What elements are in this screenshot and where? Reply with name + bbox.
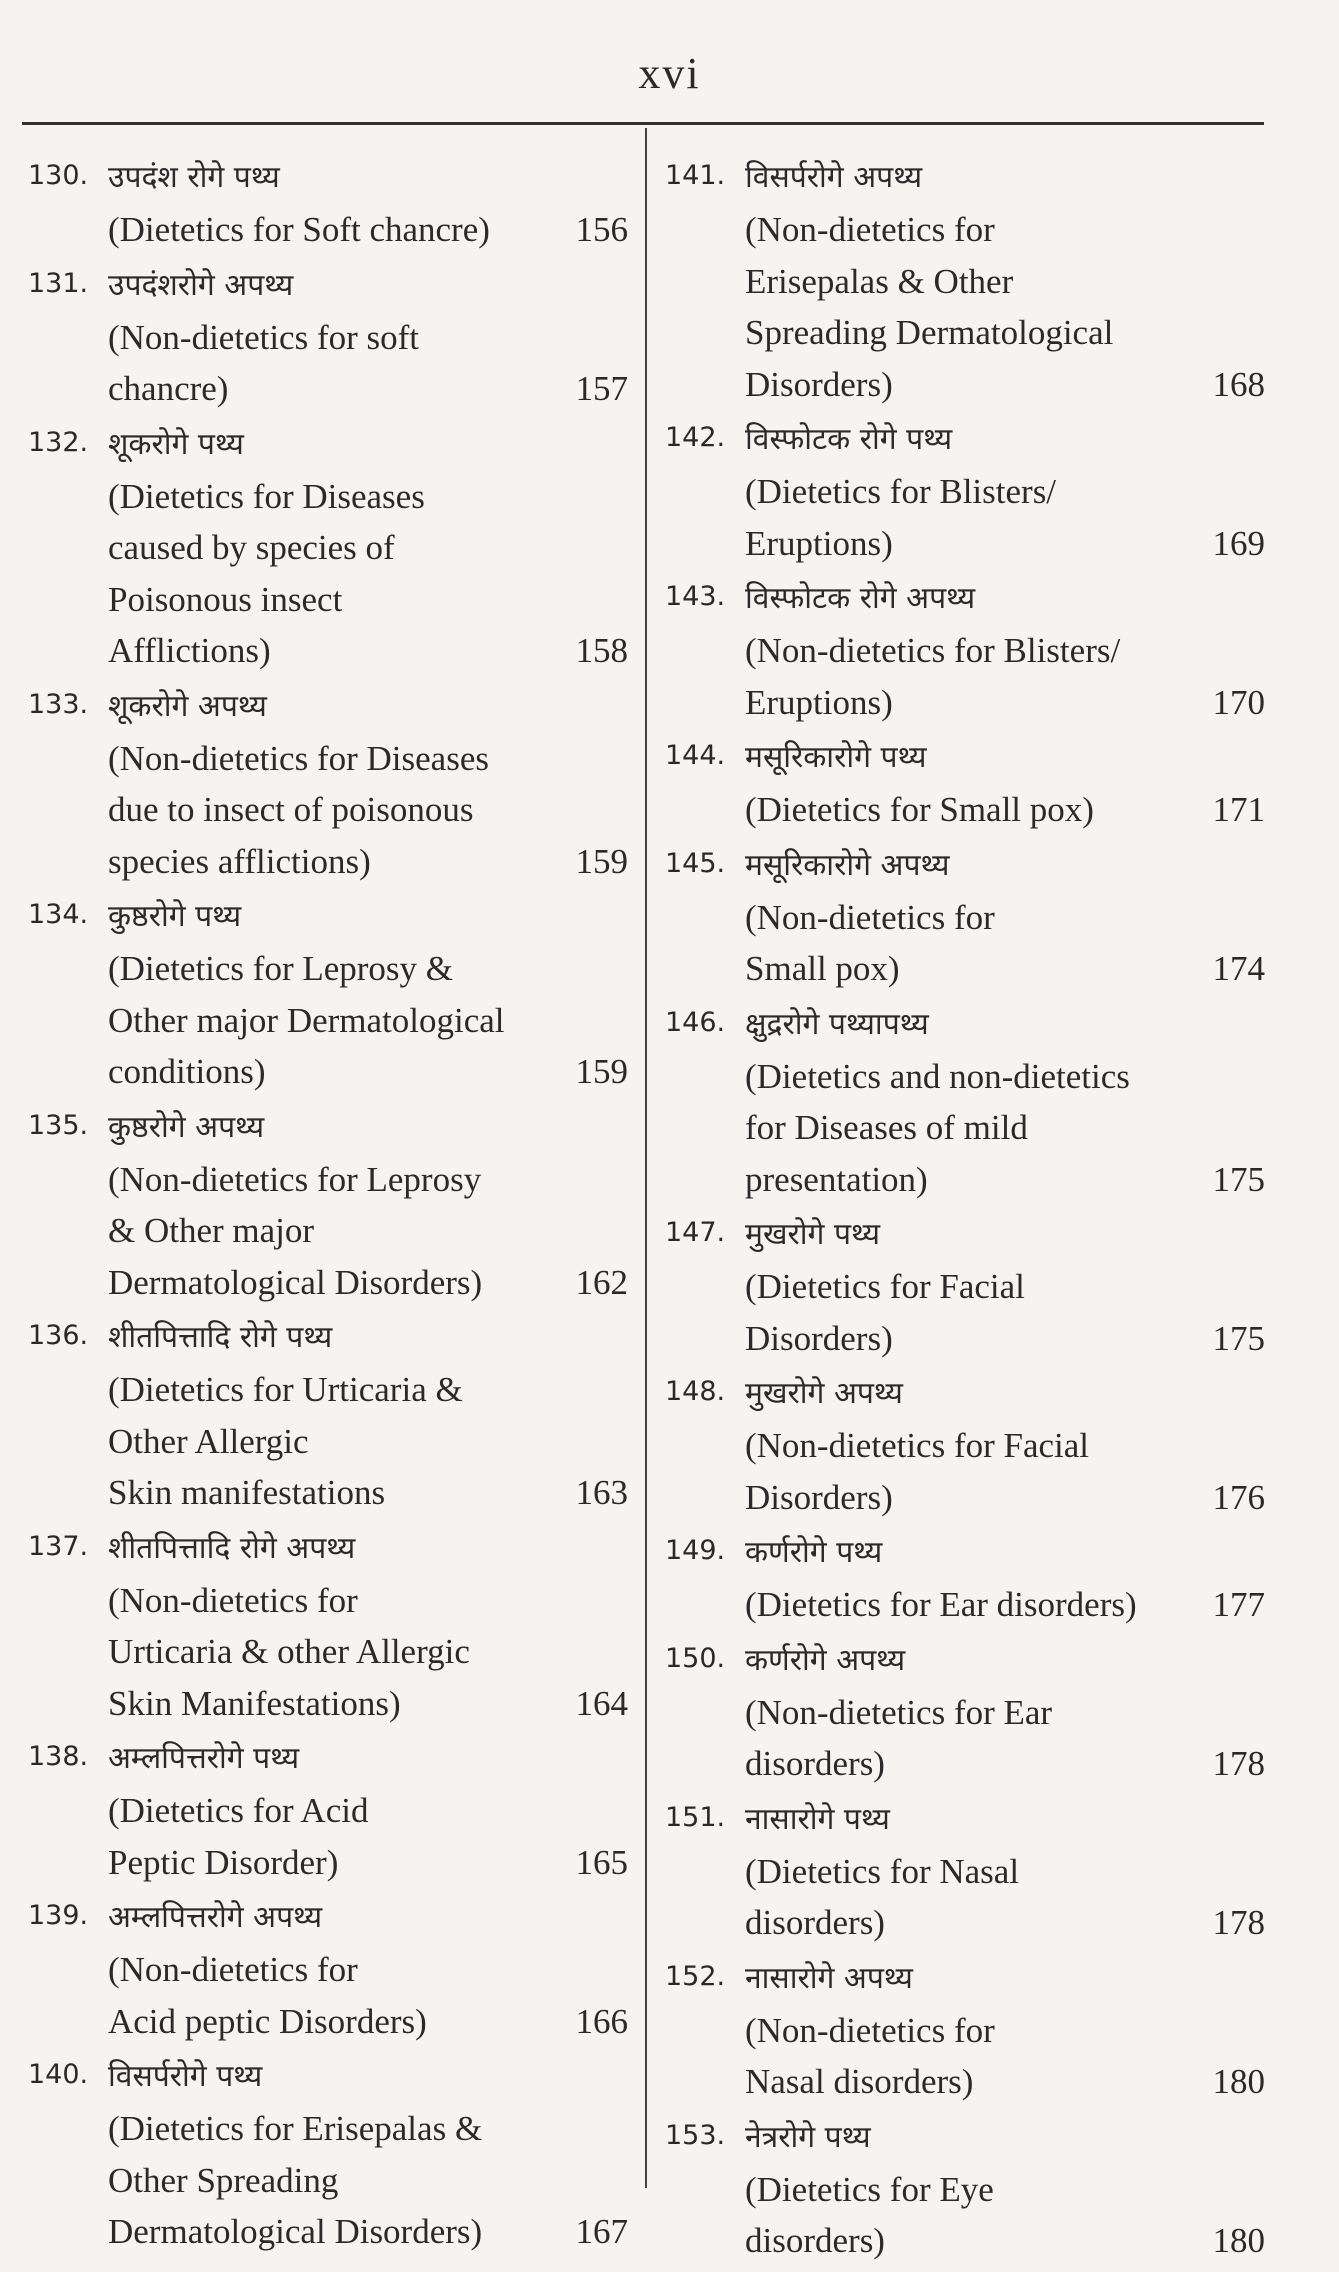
toc-entry [665,2112,1265,2267]
entry-page-number: 157 [575,369,628,408]
entry-english-line: Skin Manifestations) [108,1683,401,1723]
entry-number: 149. [665,1535,726,1566]
entry-english-line: conditions) [108,1052,266,1091]
entry-hindi-title: उपदंश रोगे पथ्य [108,160,280,195]
toc-entry [28,1102,628,1309]
entry-english-line: (Dietetics for Leprosy & [108,949,454,988]
entry-english-line: & Other major [108,1211,315,1250]
entry-number: 138. [28,1741,89,1772]
entry-hindi-title: कर्णरोगे अपथ्य [745,1642,906,1678]
entry-english-line: Urticaria & other Allergic [108,1632,470,1671]
entry-hindi-title: शीतपित्तादि रोगे अपथ्य [108,1530,356,1566]
entry-english-line: Poisonous insect [108,579,343,619]
entry-number: 150. [665,1642,726,1674]
entry-english-line: Acid peptic Disorders) [108,2001,427,2041]
entry-english-line: (Non-dietetics for [108,1580,358,1620]
entry-english-line: (Dietetics for Nasal [745,1851,1020,1891]
entry-number: 145. [665,847,726,879]
entry-english-line: (Dietetics for Eye [745,2169,994,2209]
toc-entry [665,1953,1265,2108]
entry-english-line: caused by species of [108,528,395,567]
entry-english-line: (Dietetics for Ear disorders) [745,1585,1137,1624]
entry-number: 135. [28,1109,89,1141]
page-number: xvi [638,49,701,98]
toc-entry [28,1312,628,1519]
entry-page-number: 171 [1212,790,1265,829]
entry-number: 137. [28,1530,89,1562]
entry-number: 132. [28,426,89,458]
entry-page-number: 180 [1212,2062,1265,2101]
entry-english-line: Afflictions) [108,631,271,670]
entry-number: 151. [665,1801,726,1833]
entry-hindi-title: अम्लपित्तरोगे पथ्य [108,1741,300,1776]
toc-entry [28,2051,628,2258]
right-column [665,152,1265,2271]
entry-number: 153. [665,2119,726,2151]
entry-page-number: 156 [575,210,628,249]
entry-hindi-title: नेत्ररोगे पथ्य [745,2119,871,2155]
entry-hindi-title: शूकरोगे अपथ्य [108,688,267,724]
toc-entry [665,1527,1265,1631]
entry-number: 146. [665,1006,726,1038]
entry-page-number: 178 [1212,1744,1265,1783]
entry-hindi-title: उपदंशरोगे अपथ्य [108,267,294,303]
entry-english-line: (Non-dietetics for [745,897,995,937]
entry-hindi-title: विस्फोटक रोगे पथ्य [745,422,953,457]
entry-number: 147. [665,1217,726,1248]
toc-entry [28,419,628,677]
entry-english-line: Disorders) [745,1318,893,1358]
entry-english-line: (Dietetics and non-dietetics [745,1056,1130,1096]
toc-entry [665,1368,1265,1523]
entry-number: 143. [665,581,726,612]
entry-hindi-title: मसूरिकारोगे अपथ्य [745,847,950,883]
entry-hindi-title: शूकरोगे पथ्य [108,426,244,462]
toc-entry [28,152,628,256]
entry-english-line: disorders) [745,1903,885,1942]
entry-page-number: 176 [1212,1477,1265,1517]
entry-number: 144. [665,740,726,771]
toc-entry [28,681,628,888]
entry-page-number: 169 [1212,523,1265,563]
toc-entry [665,573,1265,728]
entry-number: 141. [665,160,726,191]
entry-number: 140. [28,2059,89,2090]
toc-entry [28,1523,628,1730]
toc-entry [28,891,628,1098]
entry-english-line: Other major Dermatological [108,1000,505,1040]
entry-number: 142. [665,422,726,453]
entry-english-line: (Dietetics for Urticaria & [108,1370,463,1409]
toc-entry [28,1892,628,2047]
entry-english-line: Disorders) [745,364,893,404]
entry-hindi-title: नासारोगे अपथ्य [745,1960,913,1996]
entry-english-line: Eruptions) [745,682,893,722]
header-rule [22,122,1264,125]
entry-hindi-title: शीतपित्तादि रोगे पथ्य [108,1320,333,1355]
toc-entry [665,1209,1265,1364]
entry-english-line: Small pox) [745,949,900,988]
entry-page-number: 164 [575,1683,628,1723]
left-column [28,152,628,2262]
entry-page-number: 180 [1212,2221,1265,2260]
entry-english-line: (Dietetics for Blisters/ [745,472,1057,511]
toc-entry [28,260,628,415]
entry-hindi-title: कर्णरोगे पथ्य [745,1535,883,1570]
toc-entry [665,152,1265,410]
entry-english-line: Dermatological Disorders) [108,2212,483,2251]
entry-hindi-title: क्षुद्ररोगे पथ्यापथ्य [745,1006,929,1042]
entry-number: 134. [28,899,89,930]
entry-number: 148. [665,1376,726,1407]
entry-hindi-title: विसर्परोगे पथ्य [108,2059,263,2094]
entry-page-number: 166 [575,2001,628,2041]
entry-english-line: (Non-dietetics for Ear [745,1692,1053,1732]
entry-page-number: 159 [575,841,628,881]
entry-page-number: 174 [1212,949,1265,988]
entry-page-number: 158 [575,631,628,670]
entry-english-line: (Non-dietetics for Leprosy [108,1159,482,1199]
entry-number: 152. [665,1960,726,1992]
entry-english-line: Other Allergic [108,1421,309,1461]
entry-english-line: (Dietetics for Erisepalas & [108,2109,483,2148]
entry-english-line: (Dietetics for Soft chancre) [108,210,490,249]
entry-page-number: 167 [575,2212,628,2251]
entry-english-line: (Non-dietetics for Diseases [108,738,489,778]
entry-hindi-title: नासारोगे पथ्य [745,1801,890,1837]
toc-entry [665,414,1265,569]
entry-english-line: (Non-dietetics for [745,2010,995,2050]
entry-english-line: (Dietetics for Small pox) [745,790,1094,829]
entry-english-line: (Non-dietetics for soft [108,317,420,357]
entry-number: 136. [28,1320,89,1351]
entry-english-line: (Non-dietetics for Blisters/ [745,631,1121,670]
entry-page-number: 177 [1212,1585,1265,1624]
entry-english-line: Spreading Dermatological [745,313,1114,352]
entry-hindi-title: विस्फोटक रोगे अपथ्य [745,581,976,616]
entry-number: 131. [28,267,89,299]
entry-english-line: (Non-dietetics for [745,210,995,249]
entry-page-number: 165 [575,1842,628,1882]
entry-english-line: Eruptions) [745,523,893,563]
entry-hindi-title: मसूरिकारोगे पथ्य [745,740,927,775]
entry-english-line: Nasal disorders) [745,2062,974,2101]
entry-page-number: 170 [1212,682,1265,722]
entry-number: 133. [28,688,89,720]
entry-hindi-title: मुखरोगे पथ्य [745,1217,880,1252]
entry-hindi-title: कुष्ठरोगे पथ्य [108,899,242,934]
entry-hindi-title: कुष्ठरोगे अपथ्य [108,1109,265,1145]
entry-hindi-title: मुखरोगे अपथ्य [745,1376,903,1411]
entry-english-line: species afflictions) [108,841,371,881]
entry-page-number: 159 [575,1052,628,1091]
entry-number: 139. [28,1900,89,1931]
entry-english-line: Peptic Disorder) [108,1842,339,1882]
entry-page-number: 175 [1212,1318,1265,1358]
entry-english-line: (Non-dietetics for [108,1950,358,1989]
entry-english-line: Skin manifestations [108,1473,386,1512]
entry-english-line: Other Spreading [108,2160,339,2200]
toc-entry [665,732,1265,836]
entry-english-line: disorders) [745,1744,885,1783]
toc-entry [665,1794,1265,1949]
toc-entry [665,999,1265,1206]
toc-entry [28,1733,628,1888]
entry-english-line: Erisepalas & Other [745,261,1014,301]
entry-english-line: (Dietetics for Facial [745,1267,1025,1306]
entry-english-line: (Non-dietetics for Facial [745,1426,1090,1465]
entry-hindi-title: विसर्परोगे अपथ्य [745,160,923,195]
entry-english-line: for Diseases of mild [745,1108,1028,1147]
entry-english-line: Disorders) [745,1477,893,1517]
entry-page-number: 175 [1212,1159,1265,1199]
toc-entry [665,1635,1265,1790]
entry-page-number: 162 [575,1262,628,1302]
entry-english-line: due to insect of poisonous [108,790,474,829]
entry-english-line: presentation) [745,1159,928,1199]
entry-hindi-title: अम्लपित्तरोगे अपथ्य [108,1900,323,1935]
entry-page-number: 178 [1212,1903,1265,1942]
entry-english-line: disorders) [745,2221,885,2260]
entry-page-number: 163 [575,1473,628,1512]
toc-entry [665,840,1265,995]
entry-english-line: chancre) [108,369,229,408]
entry-english-line: (Dietetics for Diseases [108,476,425,516]
entry-number: 130. [28,160,89,191]
entry-page-number: 168 [1212,364,1265,404]
column-divider [645,128,647,2188]
entry-english-line: Dermatological Disorders) [108,1262,483,1302]
entry-english-line: (Dietetics for Acid [108,1791,369,1830]
